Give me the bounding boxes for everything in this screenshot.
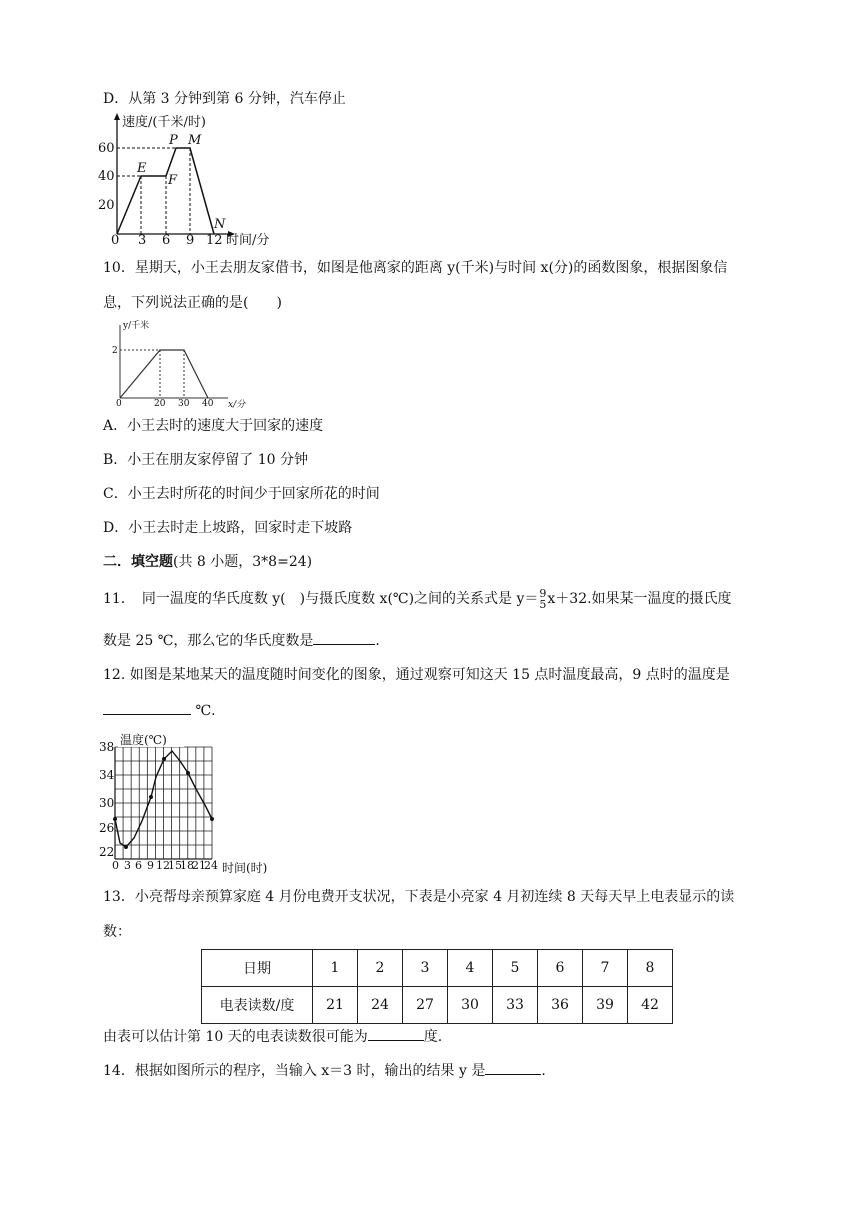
table-cell: 24 (358, 987, 403, 1024)
y-tick-34: 34 (99, 768, 115, 782)
q11-line2 (103, 630, 380, 651)
table-row-dates (202, 950, 673, 987)
y-tick-2: 2 (112, 346, 118, 356)
point-f-label: F (168, 173, 178, 188)
table-cell: 6 (538, 950, 583, 987)
temp-point (186, 771, 190, 775)
y-tick-30: 30 (99, 796, 115, 810)
y-tick-40: 40 (98, 169, 115, 184)
electric-meter-table (201, 949, 673, 1024)
q12-line1: 12. 如图是某地某天的温度随时间变化的图象，通过观察可知这天 15 点时温度最高，9 点时的温度是 (103, 667, 730, 683)
q13-line1: 13．小亮帮母亲预算家庭 4 月份电费开支状况，下表是小亮家 4 月初连续 8 天每天早上电表显示的读 (103, 889, 735, 905)
origin-label: 0 (111, 233, 120, 248)
fraction-numerator: 9 (539, 587, 547, 600)
q12-line2-end: ℃. (191, 703, 216, 719)
y-axis-label: 速度/(千米/时) (122, 115, 206, 130)
table-cell: 30 (448, 987, 493, 1024)
q11-part1: 11． 同一温度的华氏度数 y( )与摄氏度数 x(℃)之间的关系式是 y＝ (103, 591, 539, 607)
q10-option-b: B．小王在朋友家停留了 10 分钟 (103, 452, 309, 468)
x-tick-6: 6 (162, 233, 171, 248)
x-tick-40: 40 (202, 399, 214, 408)
x-tick-21: 21 (192, 859, 206, 872)
y-tick-38: 38 (99, 740, 115, 754)
q11-line1 (103, 586, 732, 612)
q12-line2 (103, 700, 216, 721)
x-tick-30: 30 (178, 399, 190, 408)
y-tick-26: 26 (99, 821, 115, 835)
q10-option-d: D．小王去时走上坡路，回家时走下坡路 (103, 520, 353, 536)
x-tick-3: 3 (138, 233, 147, 248)
x-tick-9: 9 (186, 233, 195, 248)
x-tick-9: 9 (147, 859, 154, 872)
y-tick-22: 22 (99, 845, 115, 859)
q10-option-c: C．小王去时所花的时间少于回家所花的时间 (103, 486, 380, 502)
q13-after (103, 1026, 442, 1047)
table-cell: 42 (628, 987, 673, 1024)
y-axis-label: y/千米 (123, 321, 150, 331)
table-row-readings (202, 987, 673, 1024)
table-cell: 21 (313, 987, 358, 1024)
q10-stem-line2: 息，下列说法正确的是( ) (103, 295, 282, 311)
y-tick-20: 20 (98, 198, 115, 213)
distance-line (120, 350, 208, 398)
distance-time-chart (108, 318, 258, 408)
temp-point (210, 817, 214, 821)
q10-option-a: A．小王去时的速度大于回家的速度 (103, 418, 324, 434)
q12-answer-blank[interactable] (103, 700, 191, 715)
q13-answer-blank[interactable] (368, 1026, 424, 1041)
q14-line (103, 1060, 546, 1081)
q13-line2: 数： (103, 924, 131, 940)
table-cell: 5 (493, 950, 538, 987)
table-cell: 3 (403, 950, 448, 987)
q13-after-text: 由表可以估计第 10 天的电表读数很可能为 (103, 1029, 368, 1045)
y-tick-60: 60 (98, 141, 115, 156)
origin-label: 0 (116, 399, 122, 408)
fraction-denominator: 5 (539, 598, 547, 611)
table-cell: 1 (313, 950, 358, 987)
table-cell: 33 (493, 987, 538, 1024)
temp-point (162, 757, 166, 761)
section-2-heading (103, 552, 312, 572)
section-2-note: (共 8 小题，3*8=24) (173, 554, 313, 570)
x-tick-6: 6 (135, 859, 142, 872)
y-axis-arrow (114, 113, 120, 120)
table-cell: 7 (583, 950, 628, 987)
q14-text-end: . (541, 1063, 546, 1079)
section-2-title: 二．填空题 (103, 554, 173, 570)
q14-answer-blank[interactable] (485, 1060, 541, 1075)
x-tick-3: 3 (124, 859, 131, 872)
table-cell: 39 (583, 987, 628, 1024)
table-cell: 36 (538, 987, 583, 1024)
y-axis-label: 温度(℃) (120, 733, 167, 747)
temperature-chart (96, 733, 296, 875)
x-axis-label: 时间/分 (226, 233, 270, 248)
q11-line2-end: . (375, 633, 380, 649)
table-cell: 8 (628, 950, 673, 987)
point-m-label: M (188, 133, 202, 148)
q11-part2: x＋32.如果某一温度的摄氏度 (547, 591, 732, 607)
table-cell: 2 (358, 950, 403, 987)
temp-point (149, 795, 153, 799)
q11-line2-text: 数是 25 ℃，那么它的华氏度数是 (103, 633, 314, 649)
q14-text: 14．根据如图所示的程序，当输入 x＝3 时，输出的结果 y 是 (103, 1063, 486, 1079)
x-tick-12: 12 (206, 233, 223, 248)
x-tick-18: 18 (180, 859, 194, 872)
x-axis-label: x/分 (228, 400, 246, 408)
speed-time-chart (96, 112, 296, 248)
x-axis-label: 时间(时) (222, 861, 268, 875)
q9-option-d: D．从第 3 分钟到第 6 分钟，汽车停止 (103, 91, 346, 107)
x-tick-20: 20 (154, 399, 166, 408)
temp-point (124, 845, 128, 849)
q11-answer-blank[interactable] (313, 630, 375, 645)
x-tick-15: 15 (168, 859, 182, 872)
table-cell: 4 (448, 950, 493, 987)
x-tick-24: 24 (204, 859, 218, 872)
fraction-nine-fifths (539, 588, 546, 610)
x-tick-12: 12 (156, 859, 170, 872)
point-p-label: P (169, 133, 178, 148)
point-n-label: N (214, 217, 226, 232)
point-e-label: E (137, 161, 147, 176)
q13-after-end: 度. (423, 1029, 443, 1045)
x-tick-0: 0 (112, 859, 119, 872)
table-header-date: 日期 (202, 950, 313, 987)
q10-stem-line1: 10．星期天，小王去朋友家借书，如图是他离家的距离 y(千米)与时间 x(分)的函数图象，根据图象信 (103, 260, 728, 276)
table-header-reading: 电表读数/度 (202, 987, 313, 1024)
table-cell: 27 (403, 987, 448, 1024)
